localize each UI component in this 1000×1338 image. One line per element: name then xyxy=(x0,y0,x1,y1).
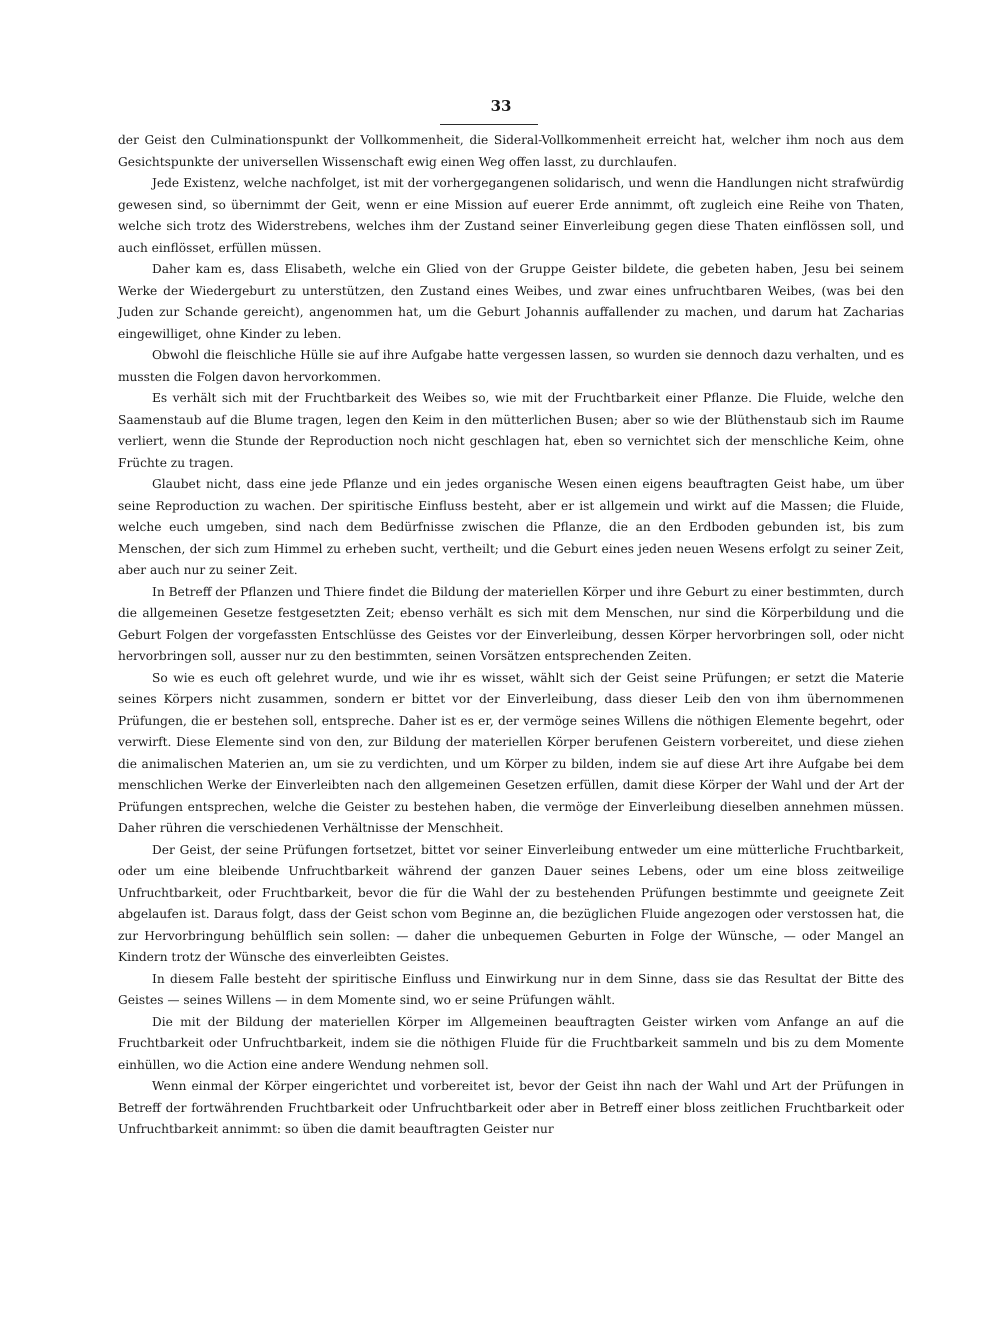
paragraph: Der Geist, der seine Prüfungen fortsetzet, bittet vor seiner Einverleibung entweder um eine mütterliche Fruchtbarkeit, oder um eine bleibende Unfruchtbarkeit während der ganzen Dauer seines Lebens, oder um eine bloss zeitweilige Unfruchtbarkeit, oder Fruchtbarkeit, bevor die für die Wahl der zu bestehenden Prüfungen bestimmte und geeignete Zeit abgelaufen ist. Daraus folgt, dass der Geist schon vom Beginne an, die bezüglichen Fluide angezogen oder verstossen hat, die zur Hervorbringung behülflich sein sollen: — daher die unbequemen Geburten in Folge der Wünsche, — oder Mangel an Kindern trotz der Wünsche des einverleibten Geistes. xyxy=(118,842,904,964)
paragraph: Glaubet nicht, dass eine jede Pflanze und ein jedes organische Wesen einen eigens beauftragten Geist habe, um über seine Reproduction zu wachen. Der spiritische Einfluss besteht, aber er ist allgemein und wirkt auf die Massen; die Fluide, welche euch umgeben, sind nach dem Bedürfnisse zwischen die Pflanze, die an den Erdboden gebunden ist, bis zum Menschen, der sich zum Himmel zu erheben sucht, vertheilt; und die Geburt eines jeden neuen Wesens erfolgt zu seiner Zeit, aber auch nur zu seiner Zeit. xyxy=(118,477,904,577)
paragraph: In diesem Falle besteht der spiritische Einfluss und Einwirkung nur in dem Sinne, dass sie das Resultat der Bitte des Geistes — seines Willens — in dem Momente sind, wo er seine Prüfungen wählt. xyxy=(118,971,904,1007)
paragraph: Obwohl die fleischliche Hülle sie auf ihre Aufgabe hatte vergessen lassen, so wurden sie dennoch dazu verhalten, und es mussten die Folgen davon hervorkommen. xyxy=(118,348,904,384)
paragraph: In Betreff der Pflanzen und Thiere findet die Bildung der materiellen Körper und ihre Geburt zu einer bestimmten, durch die allgemeinen Gesetze festgesetzten Zeit; ebenso verhält es sich mit dem Menschen, nur sind die Körperbildung und die Geburt Folgen der vorgefassten Entschlüsse des Geistes vor der Einverleibung, dessen Körper hervorbringen soll, oder nicht hervorbringen soll, ausser nur zu den bestimmten, seinen Vorsätzen entsprechenden Zeiten. xyxy=(118,584,904,663)
paragraph: Jede Existenz, welche nachfolget, ist mit der vorhergegangenen solidarisch, und wenn die Handlungen nicht strafwürdig gewesen sind, so übernimmt der Geit, wenn er eine Mission auf euerer Erde annimmt, oft zugleich eine Reihe von Thaten, welche sich trotz des Widerstrebens, welches ihm der Zustand seiner Einverleibung gegen diese Thaten einflössen soll, und auch einflösset, erfüllen müssen. xyxy=(118,176,904,255)
paragraph: der Geist den Culminationspunkt der Vollkommenheit, die Sideral-Vollkommenheit erreicht hat, welcher ihm noch aus dem Gesichtspunkte der universellen Wissenschaft ewig einen Weg offen lasst, zu durchlaufen. xyxy=(118,133,904,169)
document-page xyxy=(118,96,904,1141)
paragraph: Es verhält sich mit der Fruchtbarkeit des Weibes so, wie mit der Fruchtbarkeit einer Pflanze. Die Fluide, welche den Saamenstaub auf die Blume tragen, legen den Keim in den mütterlichen Busen; aber so wie der Blüthenstaub sich im Raume verliert, wenn die Stunde der Reproduction noch nicht geschlagen hat, eben so vernichtet sich der menschliche Keim, ohne Früchte zu tragen. xyxy=(118,391,904,470)
body-text xyxy=(118,130,904,1141)
paragraph: Wenn einmal der Körper eingerichtet und vorbereitet ist, bevor der Geist ihn nach der Wahl und Art der Prüfungen in Betreff der fortwährenden Fruchtbarkeit oder Unfruchtbarkeit oder aber in Betreff einer bloss zeitlichen Fruchtbarkeit oder Unfruchtbarkeit annimmt: so üben die damit beauftragten Geister nur xyxy=(118,1079,904,1136)
paragraph: Daher kam es, dass Elisabeth, welche ein Glied von der Gruppe Geister bildete, die gebeten haben, Jesu bei seinem Werke der Wiedergeburt zu unterstützen, den Zustand eines Weibes, und zwar eines unfruchtbaren Weibes, (was bei den Juden zur Schande gereicht), angenommen hat, um die Geburt Johannis auffallender zu machen, und darum hat Zacharias eingewilliget, ohne Kinder zu leben. xyxy=(118,262,904,341)
header-rule xyxy=(440,124,538,125)
page-number: 33 xyxy=(490,97,512,115)
paragraph: Die mit der Bildung der materiellen Körper im Allgemeinen beauftragten Geister wirken vom Anfange an auf die Fruchtbarkeit oder Unfruchtbarkeit, indem sie die nöthigen Fluide für die Fruchtbarkeit sammeln und bis zu dem Momente einhüllen, wo die Action eine andere Wendung nehmen soll. xyxy=(118,1014,904,1072)
page-header xyxy=(118,96,904,130)
paragraph: So wie es euch oft gelehret wurde, und wie ihr es wisset, wählt sich der Geist seine Prüfungen; er setzt die Materie seines Körpers nicht zusammen, sondern er bittet vor der Einverleibung, dass dieser Leib den von ihm übernommenen Prüfungen, die er bestehen soll, entspreche. Daher ist es er, der vermöge seines Willens die nöthigen Elemente begehrt, oder verwirft. Diese Elemente sind von den, zur Bildung der materiellen Körper berufenen Geistern vorbereitet, und diese ziehen die animalischen Materien an, um sie zu verdichten, und um Körper zu bilden, indem sie auf diese Art ihre Aufgabe bei dem menschlichen Werke der Einverleibten nach den allgemeinen Gesetzen erfüllen, damit diese Körper der Wahl und der Art der Prüfungen entsprechen, welche die Geister zu bestehen haben, die vermöge der Einverleibung dieselben annehmen müssen. Daher rühren die verschiedenen Verhältnisse der Menschheit. xyxy=(118,670,904,835)
